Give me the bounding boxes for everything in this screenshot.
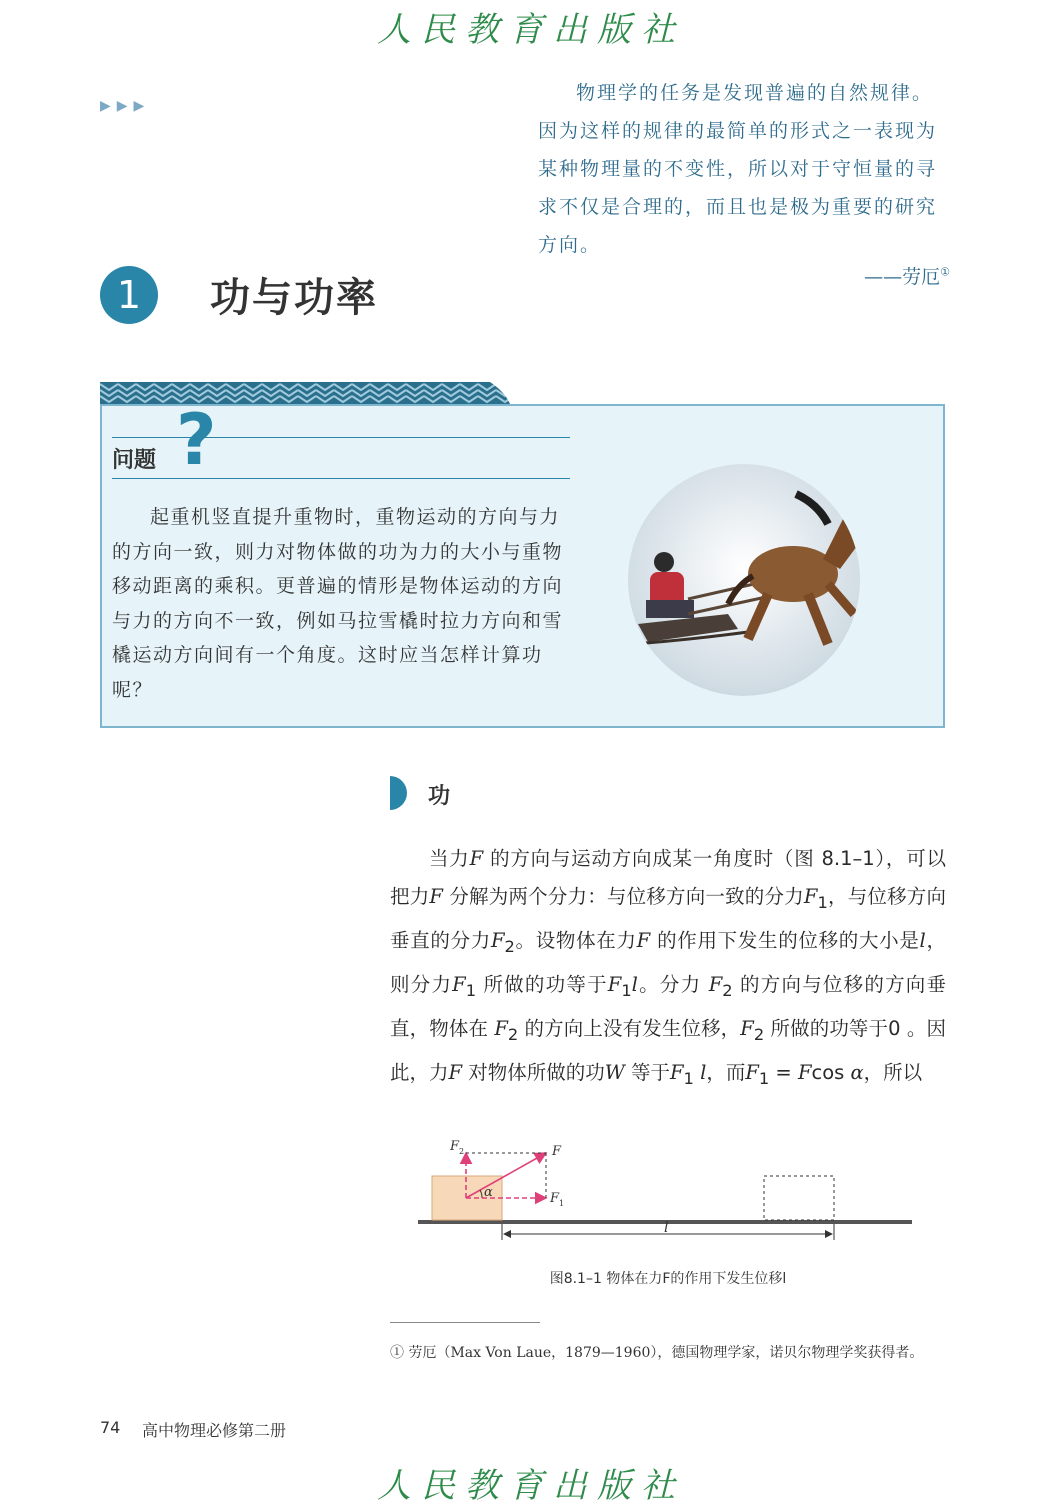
question-mark-icon: ? [176, 399, 217, 481]
label-F: F [552, 1144, 562, 1159]
label-F2-sub: 2 [459, 1147, 465, 1156]
label-F1: F [550, 1191, 560, 1206]
footnote-marker: ① [940, 265, 950, 279]
question-label: 问题 [112, 448, 157, 473]
epigraph-text: 物理学的任务是发现普遍的自然规律。因为这样的规律的最简单的形式之一表现为某种物理量的不变性，所以对于守恒量的寻求不仅是合理的，而且也是极为重要的研究方向。 [538, 82, 938, 256]
force-displacement-figure [418, 1130, 912, 1250]
body-paragraph: 当力F 的方向与运动方向成某一角度时（图 8.1–1），可以把力F 分解为两个分力：与位移方向一致的分力$F_1$，与位移方向垂直的分力$F_2$。设物体在力F 的作用下发生的位移的大小是l，则分力$F_1$ 所做的功等于$F_1l$。分力 $F_2$ 的方向与位移的方向垂直，物体在 $F_2$ 的方向上没有发生位移，$F_2$ 所做的功等于0 。因此，力F 对物体所做的功W 等于$F_1$ l，而$F_1 = Fcos$ α，所以 [390, 847, 947, 1088]
label-l: l [664, 1220, 669, 1236]
chapter-title: 功与功率 [210, 275, 378, 321]
label-F2: F [450, 1139, 460, 1154]
figure-caption: 图8.1–1 物体在力F的作用下发生位移l [549, 1271, 787, 1287]
epigraph-author-name: ——劳厄 [864, 266, 941, 288]
publisher-watermark-top: 人民教育出版社 [377, 10, 685, 50]
book-title: 高中物理必修第二册 [142, 1421, 287, 1440]
triple-arrow-icon: ▶▶▶ [100, 98, 151, 114]
page-number: 74 [100, 1418, 121, 1437]
section-title: 功 [428, 784, 451, 809]
section-marker-icon [390, 776, 408, 810]
zigzag-band [100, 382, 510, 404]
footnote-rule [390, 1322, 540, 1323]
chapter-number-badge: 1 [100, 266, 158, 324]
label-alpha: α [484, 1185, 493, 1200]
footnote: ① 劳厄（Max Von Laue，1879—1960），德国物理学家，诺贝尔物理学奖获得者。 [390, 1345, 924, 1361]
label-F1-sub: 1 [559, 1199, 565, 1208]
question-text: 起重机竖直提升重物时，重物运动的方向与力的方向一致，则力对物体做的功为力的大小与重物移动距离的乘积。更普遍的情形是物体运动的方向与力的方向不一致，例如马拉雪橇时拉力方向和雪橇运动方向间有一个角度。这时应当怎样计算功呢？ [112, 506, 564, 701]
publisher-watermark-bottom: 人民教育出版社 [377, 1466, 685, 1506]
horse-sled-photo [628, 464, 860, 696]
block-final [764, 1176, 834, 1220]
epigraph-author [800, 262, 950, 289]
